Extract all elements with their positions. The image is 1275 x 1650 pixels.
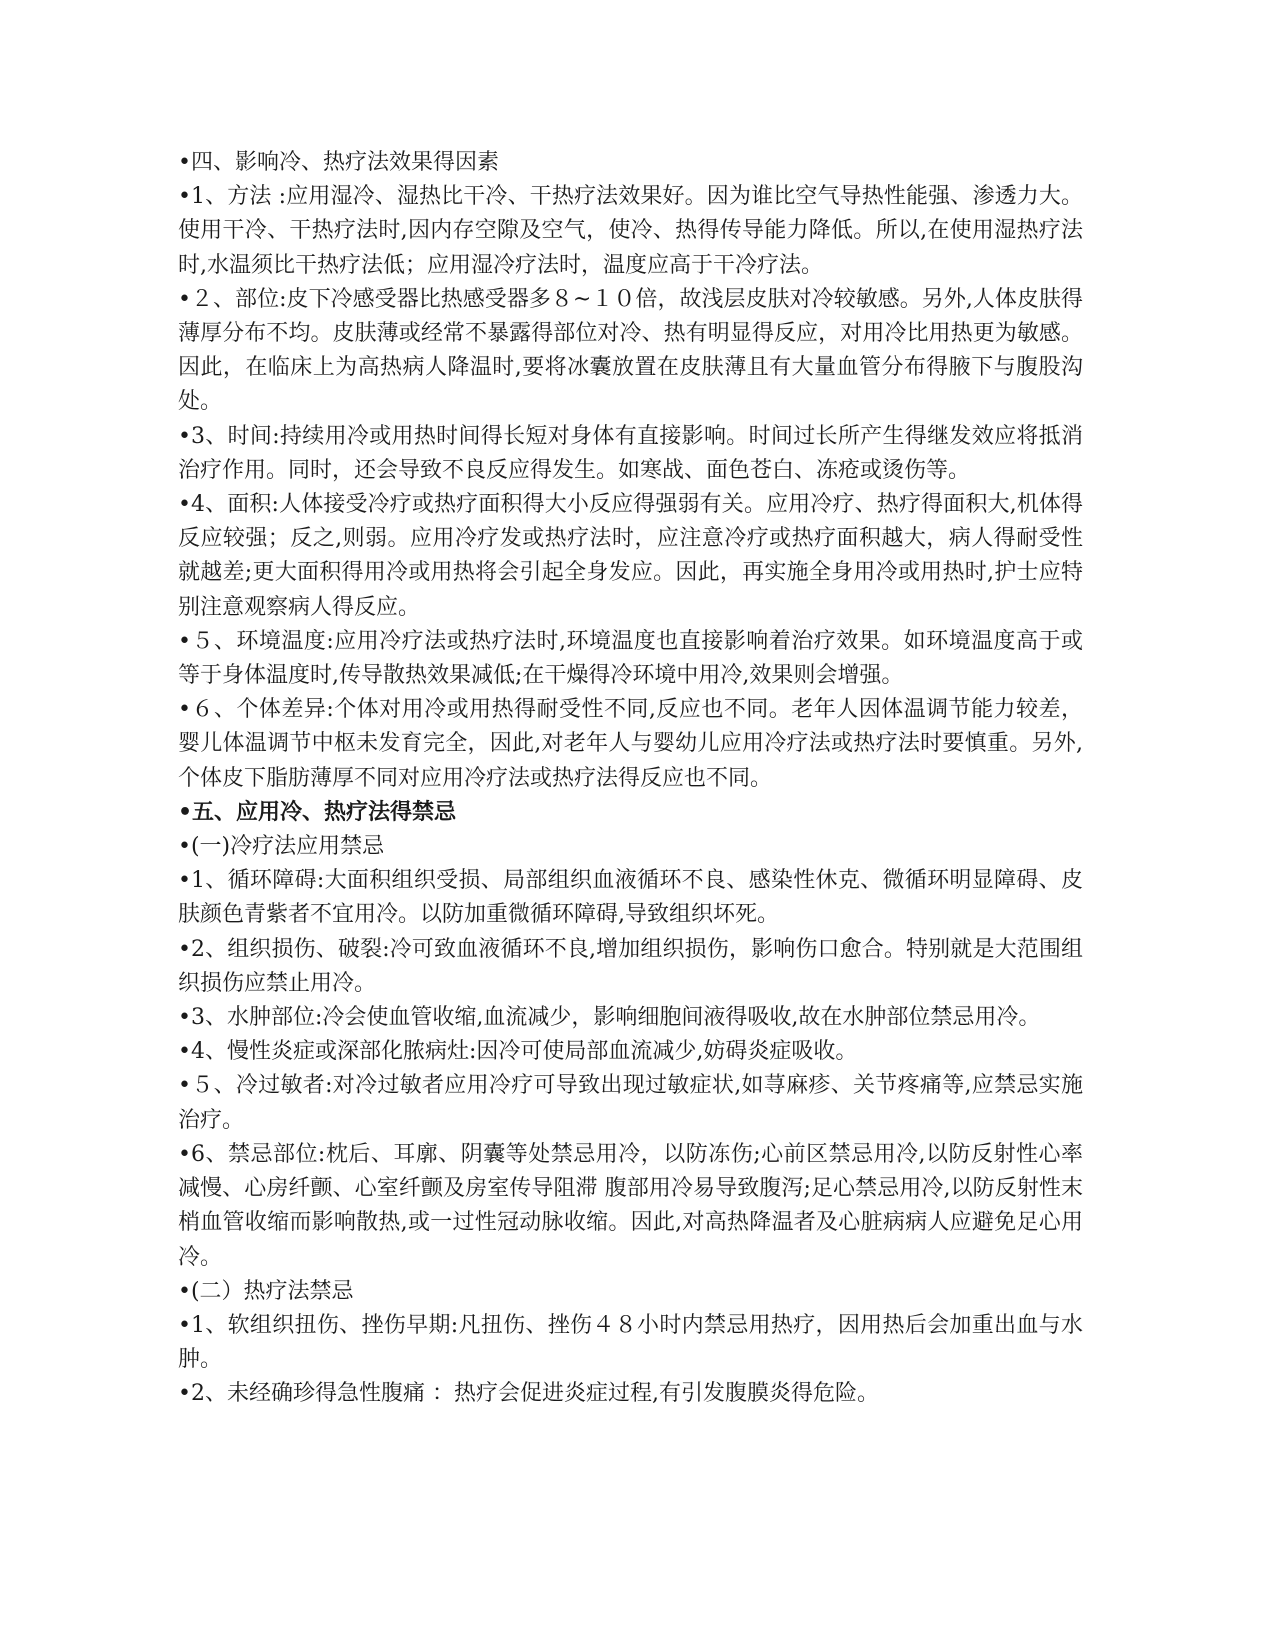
heading-contraindications: •五、应用冷、热疗法得禁忌 — [178, 799, 457, 825]
document-page — [178, 146, 1083, 1412]
item-environment-temperature: •５、环境温度:应用冷疗法或热疗法时,环境温度也直接影响着治疗效果。如环境温度高于或等于身体温度时,传导散热效果减低;在干燥得冷环境中用冷,效果则会增强。 — [178, 628, 1083, 689]
item-location: •２、部位:皮下冷感受器比热感受器多８~１０倍，故浅层皮肤对冷较敏感。另外,人体皮肤得薄厚分布不均。皮肤薄或经常不暴露得部位对冷、热有明显得反应，对用冷比用热更为敏感。因此，在临床上为高热病人降温时,要将冰囊放置在皮肤薄且有大量血管分布得腋下与腹股沟处。 — [178, 286, 1083, 415]
item-chronic-inflammation: •4、慢性炎症或深部化脓病灶:因冷可使局部血流减少,妨碍炎症吸收。 — [178, 1039, 858, 1065]
item-circulation-disorder: •1、循环障碍:大面积组织受损、局部组织血液循环不良、感染性休克、微循环明显障碍、皮肤颜色青紫者不宜用冷。以防加重微循环障碍,导致组织坏死。 — [178, 868, 1083, 928]
item-soft-tissue-sprain: •1、软组织扭伤、挫伤早期:凡扭伤、挫伤４８小时内禁忌用热疗，因用热后会加重出血与水肿。 — [178, 1312, 1083, 1373]
subheading-heat-contraindications: •(二）热疗法禁忌 — [178, 1278, 354, 1304]
item-area: •4、面积:人体接受冷疗或热疗面积得大小反应得强弱有关。应用冷疗、热疗得面积大,机体得反应较强；反之,则弱。应用冷疗发或热疗法时，应注意冷疗或热疗面积越大，病人得耐受性就越差;更大面积得用冷或用热将会引起全身发应。因此，再实施全身用冷或用热时,护士应特别注意观察病人得反应。 — [178, 492, 1083, 620]
item-time: •3、时间:持续用冷或用热时间得长短对身体有直接影响。时间过长所产生得继发效应将抵消治疗作用。同时，还会导致不良反应得发生。如寒战、面色苍白、冻疮或烫伤等。 — [178, 423, 1083, 483]
item-forbidden-sites: •6、禁忌部位:枕后、耳廓、阴囊等处禁忌用冷，以防冻伤;心前区禁忌用冷,以防反射性心率减慢、心房纤颤、心室纤颤及房室传导阻滞 腹部用冷易导致腹泻;足心禁忌用冷,以防反射性末梢血管收缩而影响散热,或一过性冠动脉收缩。因此,对高热降温者及心脏病病人应避免足心用冷。 — [178, 1141, 1083, 1270]
item-individual-difference: •６、个体差异:个体对用冷或用热得耐受性不同,反应也不同。老年人因体温调节能力较差，婴儿体温调节中枢未发育完全，因此,对老年人与婴幼儿应用冷疗法或热疗法时要慎重。另外,个体皮下脂肪薄厚不同对应用冷疗法或热疗法得反应也不同。 — [178, 697, 1083, 791]
heading-factors: •四、影响冷、热疗法效果得因素 — [178, 150, 499, 175]
item-acute-abdominal-pain: •2、未经确珍得急性腹痛 ：热疗会促进炎症过程,有引发腹膜炎得危险。 — [178, 1381, 879, 1407]
subheading-cold-contraindications: •(一)冷疗法应用禁忌 — [178, 834, 385, 860]
item-method: •1、方法 :应用湿冷、湿热比干冷、干热疗法效果好。因为谁比空气导热性能强、渗透力大。使用干冷、干热疗法时,因内存空隙及空气，使冷、热得传导能力降低。所以,在使用湿热疗法时,水温须比干热疗法低；应用湿冷疗法时，温度应高于干冷疗法。 — [178, 184, 1083, 278]
item-tissue-injury: •2、组织损伤、破裂:冷可致血液循环不良,增加组织损伤，影响伤口愈合。特别就是大范围组织损伤应禁止用冷。 — [178, 936, 1083, 996]
item-cold-allergy: •５、冷过敏者:对冷过敏者应用冷疗可导致出现过敏症状,如荨麻疹、关节疼痛等,应禁忌实施治疗。 — [178, 1073, 1083, 1133]
item-edema: •3、水肿部位:冷会使血管收缩,血流减少，影响细胞间液得吸收,故在水肿部位禁忌用冷。 — [178, 1005, 1041, 1031]
